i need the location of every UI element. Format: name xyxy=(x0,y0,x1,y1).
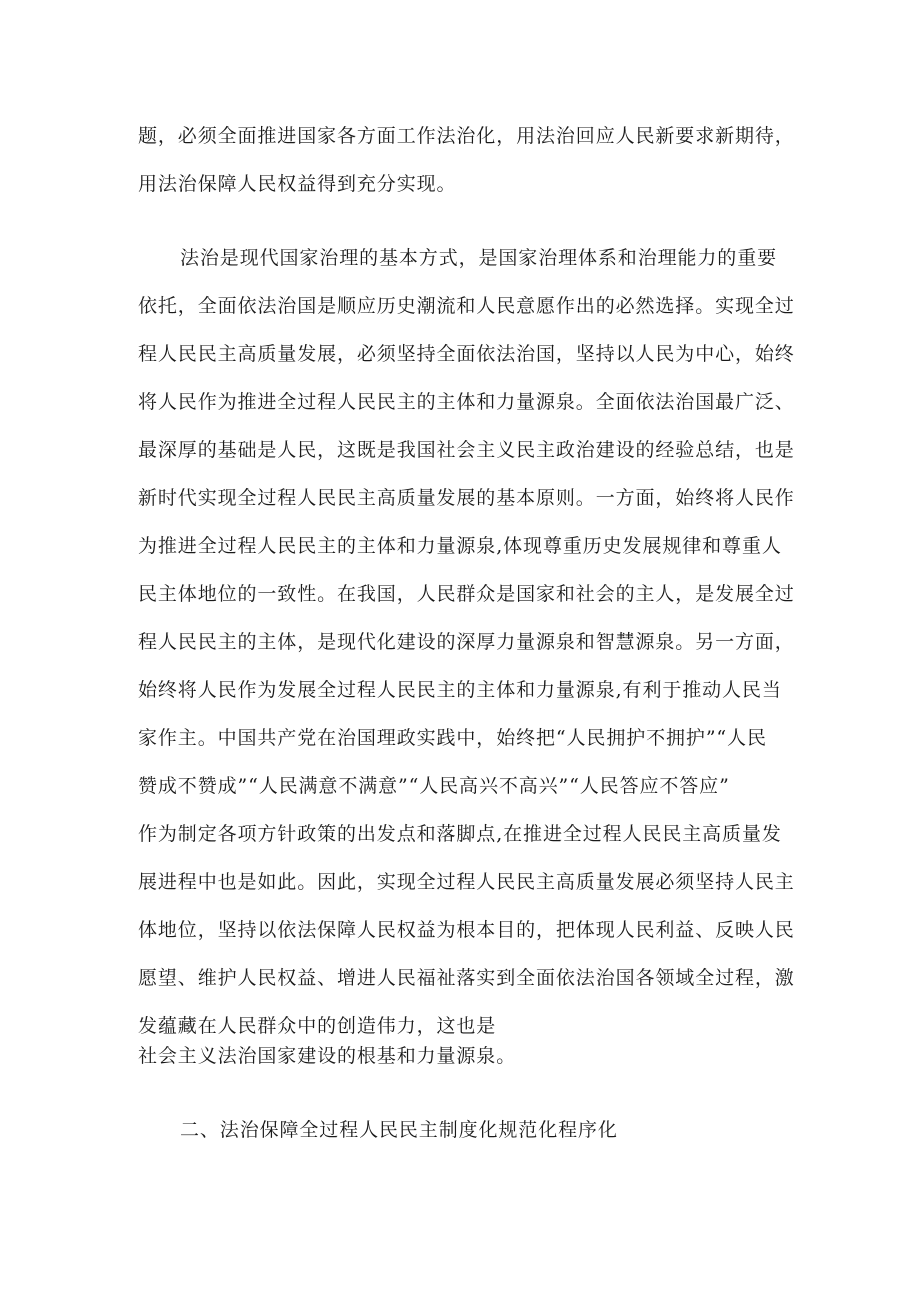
paragraph-2-line-15: 体地位，坚持以依法保障人民权益为根本目的，把体现人民利益、反映人民 xyxy=(138,919,795,941)
section-heading: 二、法治保障全过程人民民主制度化规范化程序化 xyxy=(180,1119,618,1141)
paragraph-1-line-1: 题，必须全面推进国家各方面工作法治化，用法治回应人民新要求新期待， xyxy=(138,125,795,147)
paragraph-2-line-8: 民主体地位的一致性。在我国，人民群众是国家和社会的主人，是发展全过 xyxy=(138,583,795,605)
paragraph-2-line-5: 最深厚的基础是人民，这既是我国社会主义民主政治建设的经验总结，也是 xyxy=(138,439,795,461)
paragraph-2-line-2: 依托，全面依法治国是顺应历史潮流和人民意愿作出的必然选择。实现全过 xyxy=(138,295,795,317)
paragraph-2-line-14: 展进程中也是如此。因此，实现全过程人民民主高质量发展必须坚持人民主 xyxy=(138,871,795,893)
paragraph-2-line-6: 新时代实现全过程人民民主高质量发展的基本原则。一方面，始终将人民作 xyxy=(138,487,795,509)
paragraph-1-line-2: 用法治保障人民权益得到充分实现。 xyxy=(138,173,457,195)
paragraph-2-line-10: 始终将人民作为发展全过程人民民主的主体和力量源泉,有利于推动人民当 xyxy=(138,679,782,701)
paragraph-2-line-9: 程人民民主的主体，是现代化建设的深厚力量源泉和智慧源泉。另一方面， xyxy=(138,631,795,653)
paragraph-2-line-11: 家作主。中国共产党在治国理政实践中，始终把“人民拥护不拥护”“人民 xyxy=(138,727,767,749)
paragraph-2-line-7: 为推进全过程人民民主的主体和力量源泉,体现尊重历史发展规律和尊重人 xyxy=(138,535,782,557)
paragraph-2-line-1: 法治是现代国家治理的基本方式，是国家治理体系和治理能力的重要 xyxy=(180,247,778,269)
paragraph-2-line-18: 社会主义法治国家建设的根基和力量源泉。 xyxy=(138,1045,517,1067)
paragraph-2-line-4: 将人民作为推进全过程人民民主的主体和力量源泉。全面依法治国最广泛、 xyxy=(138,391,795,413)
paragraph-2-line-16: 愿望、维护人民权益、增进人民福祉落实到全面依法治国各领域全过程，激 xyxy=(138,967,795,989)
paragraph-2-line-17: 发蕴藏在人民群众中的创造伟力，这也是 xyxy=(138,1015,497,1037)
paragraph-2-line-12: 赞成不赞成”“人民满意不满意”“人民高兴不高兴”“人民答应不答应” xyxy=(138,775,730,797)
paragraph-2-line-3: 程人民民主高质量发展，必须坚持全面依法治国，坚持以人民为中心，始终 xyxy=(138,343,795,365)
paragraph-2-line-13: 作为制定各项方针政策的出发点和落脚点,在推进全过程人民民主高质量发 xyxy=(138,823,782,845)
